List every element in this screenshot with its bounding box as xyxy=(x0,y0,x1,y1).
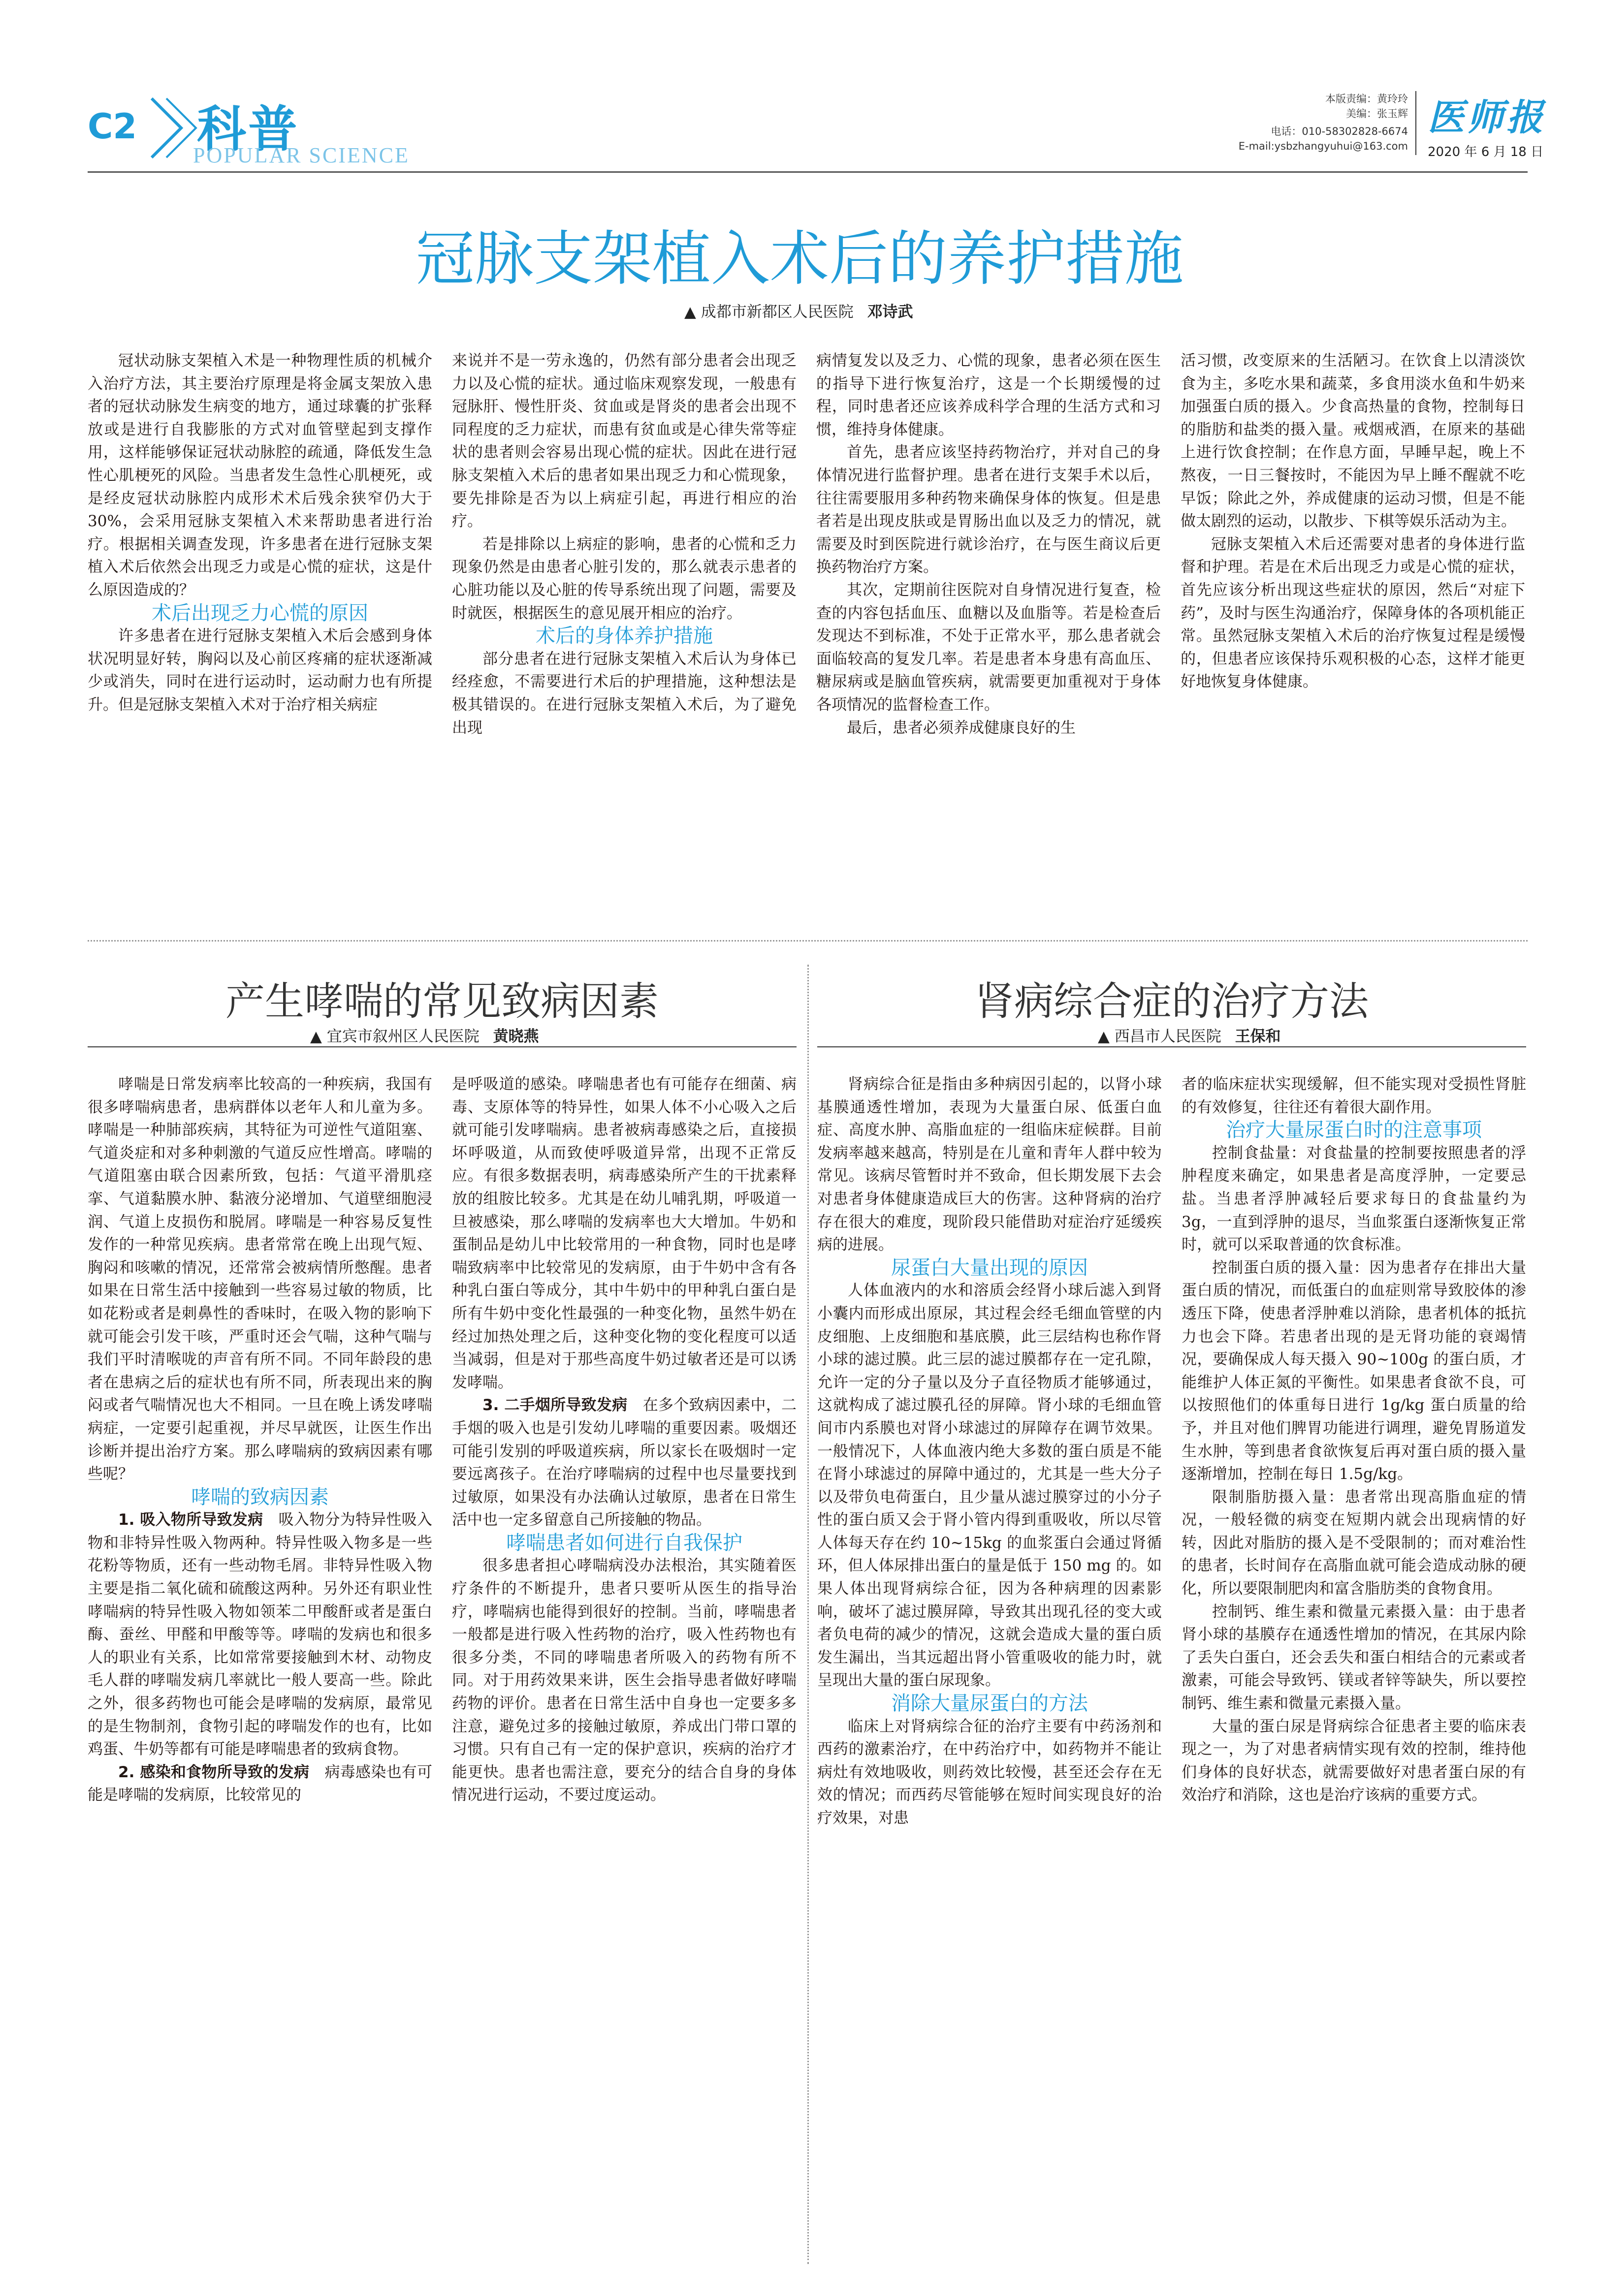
paragraph: 哮喘是日常发病率比较高的一种疾病，我国有很多哮喘病患者，患病群体以老年人和儿童为多。哮喘是一种肺部疾病，其特征为可逆性气道阻塞、气道炎症和对多种刺激的气道反应性增高。哮喘的气道阻塞由联合因素所致，包括：气道平滑肌痉挛、气道黏膜水肿、黏液分泌增加、气道壁细胞浸润、气道上皮损伤和脱屑。哮喘是一种容易反复性发作的一种常见疾病。患者常常在晚上出现气短、胸闷和咳嗽的情况，还常常会被病情所憋醒。患者如果在日常生活中接触到一些容易过敏的物质，比如花粉或者是刺鼻性的香味时，在吸入物的影响下就可能会引发干咳，严重时还会气喘，这种气喘与我们平时清喉咙的声音有所不同。不同年龄段的患者在患病之后的症状也有所不同，所表现出来的胸闷或者气喘情况也大不相同。一旦在晚上诱发哮喘病症，一定要引起重视，并尽早就医，让医生作出诊断并提出治疗方案。那么哮喘病的致病因素有哪些呢？ xyxy=(88,1075,432,1483)
byline-author: 黄晓燕 xyxy=(493,1028,539,1045)
paragraph: 来说并不是一劳永逸的，仍然有部分患者会出现乏力以及心慌的症状。通过临床观察发现，一般患有冠脉肝、慢性肝炎、贫血或是肾炎的患者会出现不同程度的乏力症状，而患有贫血或是心律失常等症状的患者则会容易出现心慌的症状。因此在进行冠脉支架植入术后的患者如果出现乏力和心慌现象，要先排除是否为以上病症引起，再进行相应的治疗。 xyxy=(452,352,797,531)
point-title: 3. 二手烟所导致发病 xyxy=(482,1396,628,1415)
paragraph: 很多患者担心哮喘病没办法根治，其实随着医疗条件的不断提升，患者只要听从医生的指导治疗，哮喘病也能得到很好的控制。当前，哮喘患者一般都是进行吸入性药物的治疗，吸入性药物也有很多分类，不同的哮喘患者所吸入的药物有所不同。对于用药效果来讲，医生会指导患者做好哮喘药物的评价。患者在日常生活中自身也一定要多多注意，避免过多的接触过敏原，养成出门带口罩的习惯。只有自己有一定的保护意识，疾病的治疗才能更快。患者也需注意，要充分的结合自身的身体情况进行运动，不要过度运动。 xyxy=(452,1557,797,1804)
paragraph: 控制食盐量：对食盐量的控制要按照患者的浮肿程度来确定，如果患者是高度浮肿，一定要忌盐。当患者浮肿减轻后要求每日的食盐量约为 3g，一直到浮肿的退尽，当血浆蛋白逐渐恢复正常时，就可以采取普通的饮食标准。 xyxy=(1182,1144,1526,1254)
article1-column-3 xyxy=(816,349,1161,739)
column-divider xyxy=(807,965,810,2264)
article2-column-1 xyxy=(88,1073,432,1807)
article1-column-4 xyxy=(1181,349,1525,693)
article-byline xyxy=(310,1024,539,1046)
article3-column-1 xyxy=(817,1073,1162,1830)
section-title: 科普 xyxy=(197,100,299,158)
byline-rule xyxy=(88,1046,797,1047)
paragraph: 肾病综合征是指由多种病因引起的，以肾小球基膜通透性增加，表现为大量蛋白尿、低蛋白血症、高度水肿、高脂血症的一组临床症候群。目前发病率越来越高，特别是在儿童和青年人群中较为常见。该病尽管暂时并不致命，但长期发展下去会对患者身体健康造成巨大的伤害。这种肾病的治疗存在很大的难度，现阶段只能借助对症治疗延缓疾病的进展。 xyxy=(817,1075,1162,1254)
paragraph: 是呼吸道的感染。哮喘患者也有可能存在细菌、病毒、支原体等的特异性，如果人体不小心吸入之后就可能引发哮喘病。患者被病毒感染之后，直接损坏呼吸道，从而致使呼吸道异常，出现不正常反应。有很多数据表明，病毒感染所产生的干扰素释放的组胺比较多。尤其是在幼儿哺乳期，呼吸道一旦被感染，那么哮喘的发病率也大大增加。牛奶和蛋制品是幼儿中比较常用的一种食物，同时也是哮喘致病率中比较常见的发病原，由于牛奶中含有各种乳白蛋白等成分，其中牛奶中的甲种乳白蛋白是所有牛奶中变化性最强的一种变化物，虽然牛奶在经过加热处理之后，这种变化物的变化程度可以适当减弱，但是对于那些高度牛奶过敏者还是可以诱发哮喘。 xyxy=(452,1075,797,1391)
point-title: 2. 感染和食物所导致的发病 xyxy=(118,1763,310,1781)
paragraph: 最后，患者必须养成健康良好的生 xyxy=(847,719,1076,737)
header-divider xyxy=(1415,91,1416,155)
subheading: 术后出现乏力心慌的原因 xyxy=(152,601,368,625)
paragraph: 活习惯，改变原来的生活陋习。在饮食上以清淡饮食为主，多吃水果和蔬菜，多食用淡水鱼和牛奶来加强蛋白质的摄入。少食高热量的食物，控制每日的脂肪和盐类的摄入量。戒烟戒酒，在原来的基础上进行饮食控制；在作息方面，早睡早起，晚上不熬夜，一日三餐按时，不能因为早上睡不醒就不吃早饭；除此之外，养成健康的运动习惯，但是不能做太剧烈的运动，以散步、下棋等娱乐活动为主。 xyxy=(1181,352,1525,531)
contact-email: E-mail:ysbzhangyuhui@163.com xyxy=(1238,140,1408,152)
byline-org: ▲ 宜宾市叙州区人民医院 xyxy=(310,1028,480,1045)
paragraph: 部分患者在进行冠脉支架植入术后认为身体已经痊愈，不需要进行术后的护理措施，这种想法是极其错误的。在进行冠脉支架植入术后，为了避免出现 xyxy=(452,650,797,737)
paragraph xyxy=(452,1394,797,1532)
subheading: 治疗大量尿蛋白时的注意事项 xyxy=(1226,1119,1482,1142)
subheading: 术后的身体养护措施 xyxy=(536,625,713,648)
article3-column-2 xyxy=(1182,1073,1526,1807)
paragraph xyxy=(88,1761,432,1807)
paragraph: 控制蛋白质的摄入量：因为患者存在排出大量蛋白质的情况，而低蛋白的血症则常导致胶体的渗透压下降，使患者浮肿难以消除，患者机体的抵抗力也会下降。若患者出现的是无肾功能的衰竭情况，要确保成人每天摄入 90~100g 的蛋白质，才能维护人体正氮的平衡性。如果患者食欲不良，可以按照他们的体重每日进行 1g/kg 蛋白质量的给予，并且对他们脾胃功能进行调理，避免胃肠道发生水肿，等到患者食欲恢复后再对蛋白质的摄入量逐渐增加，控制在每日 1.5g/kg。 xyxy=(1182,1258,1526,1483)
paragraph: 若是排除以上病症的影响，患者的心慌和乏力现象仍然是由患者心脏引发的，那么就表示患者的心脏功能以及心脏的传导系统出现了问题，需要及时就医，根据医生的意见展开相应的治疗。 xyxy=(452,535,797,622)
paragraph: 临床上对肾病综合征的治疗主要有中药汤剂和西药的激素治疗，在中药治疗中，如药物并不能让病灶有效地吸收，则药效比较慢，甚至还会存在无效的情况；而西药尽管能够在短时间实现良好的治疗效果，对患 xyxy=(817,1717,1162,1827)
point-text: 病毒感染也有可能是哮喘的发病原，比较常见的 xyxy=(88,1763,433,1804)
subheading: 消除大量尿蛋白的方法 xyxy=(891,1692,1088,1715)
subheading: 尿蛋白大量出现的原因 xyxy=(891,1256,1088,1279)
article-title: 冠脉支架植入术后的养护措施 xyxy=(416,225,1183,293)
article-title: 肾病综合症的治疗方法 xyxy=(975,978,1369,1024)
paragraph: 首先，患者应该坚持药物治疗，并对自己的身体情况进行监督护理。患者在进行支架手术以后，往往需要服用多种药物来确保身体的恢复。但是患者若是出现皮肤或是胃肠出血以及乏力的情况，就需要及时到医院进行就诊治疗，在与医生商议后更换药物治疗方案。 xyxy=(816,443,1161,576)
byline-author: 王保和 xyxy=(1235,1028,1281,1045)
subheading: 哮喘的致病因素 xyxy=(191,1485,329,1509)
paragraph: 大量的蛋白尿是肾病综合征患者主要的临床表现之一，为了对患者病情实现有效的控制，维持他们身体的良好状态，就需要做好对患者蛋白尿的有效治疗和消除，这也是治疗该病的重要方式。 xyxy=(1182,1717,1526,1804)
header-rule xyxy=(88,171,1528,173)
article-byline xyxy=(684,299,913,321)
paragraph xyxy=(88,1509,432,1761)
article2-column-2 xyxy=(452,1073,797,1807)
paragraph: 其次，定期前往医院对自身情况进行复查，检查的内容包括血压、血糖以及血脂等。若是检查后发现达不到标准，不处于正常水平，那么患者就会面临较高的复发几率。若是患者本身患有高血压、糖尿病或是脑血管疾病，就需要更加重视对于身体各项情况的监督检查工作。 xyxy=(816,581,1161,714)
byline-rule xyxy=(817,1046,1526,1047)
designer-credit: 美编：张玉辉 xyxy=(1346,108,1408,120)
point-text: 吸入物分为特异性吸入物和非特异性吸入物两种。特异性吸入物多是一些花粉等物质，还有一些动物毛屑。非特异性吸入物主要是指二氧化硫和硫酸这两种。另外还有职业性哮喘病的特异性吸入物如领苯二甲酸酐或者是蛋白酶、蚕丝、甲醛和甲酸等等。哮喘的发病也和很多人的职业有关系，比如常常要接触到木材、动物皮毛人群的哮喘发病几率就比一般人要高一些。除此之外，很多药物也可能会是哮喘的发病原，最常见的是生物制剂，食物引起的哮喘发作的也有，比如鸡蛋、牛奶等都有可能是哮喘患者的致病食物。 xyxy=(88,1511,433,1759)
section-divider xyxy=(88,940,1528,942)
contact-phone: 电话：010-58302828-6674 xyxy=(1271,126,1408,137)
paragraph: 冠脉支架植入术后还需要对患者的身体进行监督和护理。若是在术后出现乏力或是心慌的症状，首先应该分析出现这些症状的原因，然后“对症下药”，及时与医生沟通治疗，保障身体的各项机能正常。虽然冠脉支架植入术后的治疗恢复过程是缓慢的，但患者应该保持乐观积极的心态，这样才能更好地恢复身体健康。 xyxy=(1181,535,1525,691)
section-subtitle: POPULAR SCIENCE xyxy=(193,143,410,167)
paragraph: 冠状动脉支架植入术是一种物理性质的机械介入治疗方法，其主要治疗原理是将金属支架放入患者的冠状动脉发生病变的地方，通过球囊的扩张释放或是进行自我膨胀的方式对血管壁起到支撑作用，这样能够保证冠状动脉腔的疏通，降低发生急性心肌梗死的风险。当患者发生急性心肌梗死，或是经皮冠状动脉腔内成形术术后残余狭窄仍大于30%，会采用冠脉支架植入术来帮助患者进行治疗。根据相关调查发现，许多患者在进行冠脉支架植入术后依然会出现乏力或是心慌的症状，这是什么原因造成的？ xyxy=(88,352,432,599)
page-number: C2 xyxy=(88,106,137,147)
paragraph: 病情复发以及乏力、心慌的现象，患者必须在医生的指导下进行恢复治疗，这是一个长期缓慢的过程，同时患者还应该养成科学合理的生活方式和习惯，维持身体健康。 xyxy=(816,352,1161,439)
issue-date: 2020 年 6 月 18 日 xyxy=(1428,145,1544,159)
point-title: 1. 吸入物所导致发病 xyxy=(118,1511,263,1529)
article1-column-1 xyxy=(88,349,432,717)
byline-org: ▲ 成都市新都区人民医院 xyxy=(684,303,854,321)
point-text: 在多个致病因素中，二手烟的吸入也是引发幼儿哮喘的重要因素。吸烟还可能引发别的呼吸道疾病，所以家长在吸烟时一定要远离孩子。在治疗哮喘病的过程中也尽量要找到过敏原，如果没有办法确认过敏原，患者在日常生活中也一定多留意自己所接触的物品。 xyxy=(452,1396,797,1529)
editor-credit: 本版责编：黄玲玲 xyxy=(1325,93,1408,105)
subheading: 哮喘患者如何进行自我保护 xyxy=(506,1531,742,1554)
article-byline xyxy=(1098,1024,1281,1046)
byline-author: 邓诗武 xyxy=(867,303,913,321)
paragraph: 限制脂肪摄入量：患者常出现高脂血症的情况，一般轻微的病变在短期内就会出现病情的好转，因此对脂肪的摄入是不受限制的；而对难治性的患者，长时间存在高脂血就可能会造成动脉的硬化，所以要限制肥肉和富含脂肪类的食物食用。 xyxy=(1182,1488,1526,1598)
article-title: 产生哮喘的常见致病因素 xyxy=(225,978,659,1024)
article1-column-2 xyxy=(452,349,797,739)
byline-org: ▲ 西昌市人民医院 xyxy=(1098,1028,1221,1045)
paragraph: 人体血液内的水和溶质会经肾小球后滤入到肾小囊内而形成出原尿，其过程会经毛细血管壁的内皮细胞、上皮细胞和基底膜，此三层结构也称作肾小球的滤过膜。此三层的滤过膜都存在一定孔隙，允许一定的分子量以及分子直径物质才能够通过，这就构成了滤过膜孔径的屏障。肾小球的毛细血管间市内系膜也对肾小球滤过的屏障存在调节效果。一般情况下，人体血液内绝大多数的蛋白质是不能在肾小球滤过的屏障中通过的，尤其是一些大分子以及带负电荷蛋白，且少量从滤过膜穿过的小分子性的蛋白质又会于肾小管内得到重吸收，所以尽管人体每天存在约 10~15kg 的血浆蛋白会通过肾循环，但人体尿排出蛋白的量是低于 150 mg 的。如果人体出现肾病综合征，因为各种病理的因素影响，破坏了滤过膜屏障，导致其出现孔径的变大或者负电荷的减少的情况，这就会造成大量的蛋白质发生漏出，当其远超出肾小管重吸收的能力时，就呈现出大量的蛋白尿现象。 xyxy=(817,1282,1162,1690)
paragraph: 许多患者在进行冠脉支架植入术后会感到身体状况明显好转，胸闷以及心前区疼痛的症状逐渐减少或消失，同时在进行运动时，运动耐力也有所提升。但是冠脉支架植入术对于治疗相关病症 xyxy=(88,627,432,714)
paragraph: 控制钙、维生素和微量元素摄入量：由于患者肾小球的基膜存在通透性增加的情况，在其尿内除了丢失白蛋白，还会丢失和蛋白相结合的元素或者激素，可能会导致钙、镁或者锌等缺失，所以要控制钙、维生素和微量元素摄入量。 xyxy=(1182,1603,1526,1713)
paragraph: 者的临床症状实现缓解，但不能实现对受损性肾脏的有效修复，往往还有着很大副作用。 xyxy=(1182,1075,1526,1116)
paper-logo: 医师报 xyxy=(1428,96,1546,139)
